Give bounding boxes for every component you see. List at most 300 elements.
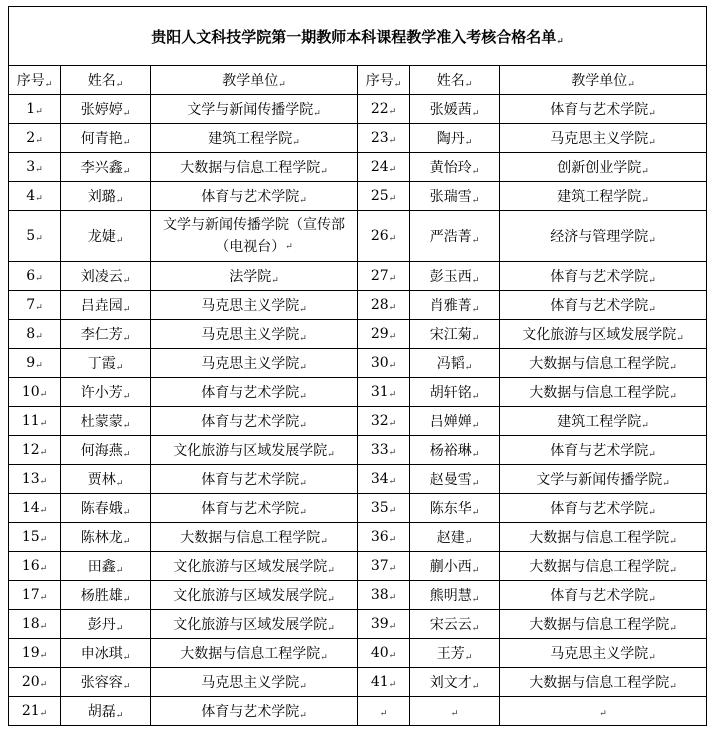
unit-cell-text: 体育与艺术学院	[550, 298, 649, 314]
unit-cell-text: 马克思主义学院	[550, 646, 649, 662]
unit-cell-text: 大数据与信息工程学院	[529, 385, 670, 401]
name-cell	[410, 639, 500, 668]
table-title-cell	[9, 7, 707, 66]
paragraph-mark: ↵	[648, 138, 656, 148]
seq-cell-text: 29	[370, 326, 389, 342]
paragraph-mark: ↵	[35, 165, 43, 175]
unit-cell	[500, 320, 707, 349]
name-cell	[410, 697, 500, 726]
name-cell	[410, 552, 500, 581]
paragraph-mark: ↵	[122, 537, 131, 547]
seq-cell	[358, 378, 410, 407]
paragraph-mark: ↵	[388, 390, 397, 400]
paragraph-mark: ↵	[122, 595, 131, 605]
name-cell	[410, 523, 500, 552]
seq-cell	[358, 436, 410, 465]
seq-cell-text: 37	[370, 558, 389, 574]
name-cell	[61, 211, 151, 262]
unit-cell-text: 文化旅游与区域发展学院	[173, 559, 328, 575]
paragraph-mark: ↵	[35, 303, 43, 313]
name-cell	[61, 349, 151, 378]
paragraph-mark: ↵	[648, 450, 656, 460]
name-cell	[410, 349, 500, 378]
seq-cell-text: 33	[370, 442, 389, 458]
unit-cell	[151, 262, 358, 291]
name-cell-text: 申冰琪	[80, 646, 123, 662]
seq-cell-text: 32	[370, 413, 389, 429]
paragraph-mark: ↵	[39, 622, 48, 632]
paragraph-mark: ↵	[115, 80, 124, 90]
name-cell-text: 陈林龙	[80, 530, 123, 546]
name-cell-text: 熊明慧	[429, 588, 472, 604]
unit-cell	[500, 639, 707, 668]
table-row	[9, 697, 707, 726]
unit-cell	[500, 262, 707, 291]
paragraph-mark: ↵	[388, 234, 397, 244]
name-cell-text: 严浩菁	[429, 229, 472, 245]
header-unit-right	[500, 66, 707, 95]
seq-cell	[358, 610, 410, 639]
paragraph-mark: ↵	[122, 167, 131, 177]
seq-cell	[358, 523, 410, 552]
seq-cell	[358, 291, 410, 320]
unit-cell	[151, 639, 358, 668]
seq-cell	[9, 320, 61, 349]
paragraph-mark: ↵	[627, 80, 635, 90]
paragraph-mark: ↵	[379, 709, 388, 719]
name-cell	[61, 610, 151, 639]
paragraph-mark: ↵	[388, 564, 397, 574]
paragraph-mark: ↵	[471, 196, 480, 206]
seq-cell	[9, 581, 61, 610]
header-seq-label: 序号	[365, 73, 394, 89]
name-cell	[61, 436, 151, 465]
paragraph-mark: ↵	[471, 566, 480, 576]
paragraph-mark: ↵	[471, 392, 480, 402]
paragraph-mark: ↵	[393, 80, 402, 90]
paragraph-mark: ↵	[471, 595, 480, 605]
seq-cell-text: 6	[26, 268, 36, 284]
paragraph-mark: ↵	[39, 390, 48, 400]
paragraph-mark: ↵	[648, 276, 656, 286]
paragraph-mark: ↵	[39, 593, 48, 603]
paragraph-mark: ↵	[299, 711, 307, 721]
paragraph-mark: ↵	[285, 242, 293, 252]
name-cell-text: 赵曼雪	[429, 472, 472, 488]
name-cell-text: 田鑫	[87, 559, 116, 575]
paragraph-mark: ↵	[471, 682, 480, 692]
paragraph-mark: ↵	[39, 477, 48, 487]
seq-cell-text: 3	[26, 159, 36, 175]
seq-cell	[9, 407, 61, 436]
name-cell	[410, 262, 500, 291]
unit-cell	[151, 320, 358, 349]
seq-cell	[9, 610, 61, 639]
seq-cell-text: 2	[26, 130, 36, 146]
name-cell	[61, 465, 151, 494]
name-cell-text: 刘凌云	[80, 269, 123, 285]
paragraph-mark: ↵	[388, 107, 397, 117]
unit-cell-text: 建筑工程学院	[557, 189, 642, 205]
paragraph-mark: ↵	[122, 392, 131, 402]
seq-cell-text: 16	[21, 558, 40, 574]
unit-cell	[500, 182, 707, 211]
seq-cell	[358, 407, 410, 436]
paragraph-mark: ↵	[122, 305, 131, 315]
paragraph-mark: ↵	[641, 167, 649, 177]
paragraph-mark: ↵	[115, 236, 124, 246]
seq-cell-text: 4	[26, 188, 36, 204]
unit-cell	[500, 436, 707, 465]
header-name-label: 姓名	[87, 73, 116, 89]
seq-cell-text: 13	[21, 471, 40, 487]
name-cell	[61, 581, 151, 610]
table-row	[9, 494, 707, 523]
paragraph-mark: ↵	[122, 276, 131, 286]
unit-cell	[500, 668, 707, 697]
paragraph-mark: ↵	[35, 332, 43, 342]
name-cell-text: 肖雅菁	[429, 298, 472, 314]
paragraph-mark: ↵	[669, 682, 677, 692]
paragraph-mark: ↵	[388, 506, 397, 516]
unit-cell	[151, 552, 358, 581]
paragraph-mark: ↵	[388, 303, 397, 313]
unit-cell-text: 体育与艺术学院	[201, 704, 300, 720]
table-row	[9, 124, 707, 153]
seq-cell	[9, 552, 61, 581]
unit-cell-text: 体育与艺术学院	[201, 501, 300, 517]
header-seq-left	[9, 66, 61, 95]
paragraph-mark: ↵	[464, 80, 473, 90]
paragraph-mark: ↵	[471, 109, 480, 119]
document	[8, 6, 706, 726]
paragraph-mark: ↵	[388, 448, 397, 458]
paragraph-mark: ↵	[115, 363, 124, 373]
paragraph-mark: ↵	[35, 136, 43, 146]
paragraph-mark: ↵	[648, 109, 656, 119]
paragraph-mark: ↵	[388, 194, 397, 204]
paragraph-mark: ↵	[115, 624, 124, 634]
seq-cell	[9, 95, 61, 124]
paragraph-mark: ↵	[464, 138, 473, 148]
name-cell	[410, 610, 500, 639]
paragraph-mark: ↵	[471, 479, 480, 489]
unit-cell	[151, 668, 358, 697]
unit-cell-text: 体育与艺术学院	[550, 102, 649, 118]
name-cell	[61, 378, 151, 407]
paragraph-mark: ↵	[471, 167, 480, 177]
header-seq-label: 序号	[16, 73, 45, 89]
name-cell	[410, 465, 500, 494]
seq-cell	[9, 668, 61, 697]
unit-cell	[500, 211, 707, 262]
seq-cell-text: 35	[370, 500, 389, 516]
unit-cell-text: 大数据与信息工程学院	[529, 675, 670, 691]
seq-cell-text: 21	[21, 703, 40, 719]
table-row	[9, 407, 707, 436]
paragraph-mark: ↵	[388, 274, 397, 284]
paragraph-mark: ↵	[122, 138, 131, 148]
unit-cell-text: 大数据与信息工程学院	[529, 356, 670, 372]
table-row	[9, 182, 707, 211]
paragraph-mark: ↵	[39, 506, 48, 516]
name-cell	[410, 320, 500, 349]
unit-cell	[500, 291, 707, 320]
unit-cell	[151, 153, 358, 182]
unit-cell	[151, 610, 358, 639]
seq-cell-text: 28	[370, 297, 389, 313]
name-cell-text: 陶丹	[436, 131, 465, 147]
name-cell	[61, 523, 151, 552]
unit-cell	[151, 465, 358, 494]
name-cell-text: 杨裕琳	[429, 443, 472, 459]
unit-cell-text: 体育与艺术学院	[201, 472, 300, 488]
paragraph-mark: ↵	[388, 680, 397, 690]
paragraph-mark: ↵	[122, 450, 131, 460]
paragraph-mark: ↵	[271, 276, 279, 286]
name-cell-text: 王芳	[436, 646, 465, 662]
name-cell-text: 何海燕	[80, 443, 123, 459]
paragraph-mark: ↵	[327, 595, 335, 605]
paragraph-mark: ↵	[648, 508, 656, 518]
name-cell	[410, 182, 500, 211]
name-cell-text: 彭玉西	[429, 269, 472, 285]
paragraph-mark: ↵	[278, 80, 286, 90]
name-cell-text: 贾林	[87, 472, 116, 488]
seq-cell	[358, 182, 410, 211]
name-cell-text: 杨胜雄	[80, 588, 123, 604]
paragraph-mark: ↵	[35, 194, 43, 204]
unit-cell	[151, 581, 358, 610]
name-cell-text: 胡轩铭	[429, 385, 472, 401]
name-cell	[61, 153, 151, 182]
name-cell	[61, 182, 151, 211]
unit-cell-text: 体育与艺术学院	[550, 269, 649, 285]
unit-cell-text: 大数据与信息工程学院	[180, 646, 321, 662]
paragraph-mark: ↵	[39, 448, 48, 458]
seq-cell	[9, 436, 61, 465]
seq-cell	[358, 465, 410, 494]
unit-cell	[151, 211, 358, 262]
paragraph-mark: ↵	[471, 276, 480, 286]
seq-cell	[358, 95, 410, 124]
paragraph-mark: ↵	[115, 196, 124, 206]
unit-cell	[151, 182, 358, 211]
paragraph-mark: ↵	[388, 535, 397, 545]
table-row	[9, 552, 707, 581]
name-cell	[410, 436, 500, 465]
paragraph-mark: ↵	[641, 196, 649, 206]
name-cell-text: 张容容	[80, 675, 123, 691]
name-cell-text: 胡磊	[87, 704, 116, 720]
name-cell	[61, 95, 151, 124]
paragraph-mark: ↵	[388, 593, 397, 603]
paragraph-mark: ↵	[115, 479, 124, 489]
name-cell-text: 张婷婷	[80, 102, 123, 118]
seq-cell-text: 38	[370, 587, 389, 603]
table-row	[9, 610, 707, 639]
paragraph-mark: ↵	[122, 421, 131, 431]
name-cell-text: 彭丹	[87, 617, 116, 633]
unit-cell	[151, 407, 358, 436]
name-cell	[61, 639, 151, 668]
table-row	[9, 581, 707, 610]
name-cell-text: 杜蒙蒙	[80, 414, 123, 430]
unit-cell	[151, 436, 358, 465]
unit-cell	[500, 494, 707, 523]
unit-cell-text: 法学院	[229, 269, 272, 285]
paragraph-mark: ↵	[39, 680, 48, 690]
unit-cell	[500, 552, 707, 581]
paragraph-mark: ↵	[39, 709, 48, 719]
name-cell	[61, 552, 151, 581]
paragraph-mark: ↵	[320, 537, 328, 547]
unit-cell	[500, 697, 707, 726]
name-cell-text: 何青艳	[80, 131, 123, 147]
paragraph-mark: ↵	[39, 535, 48, 545]
name-cell	[61, 291, 151, 320]
paragraph-mark: ↵	[327, 450, 335, 460]
seq-cell	[358, 320, 410, 349]
paragraph-mark: ↵	[122, 508, 131, 518]
paragraph-mark: ↵	[122, 682, 131, 692]
paragraph-mark: ↵	[35, 234, 43, 244]
unit-cell-text: 体育与艺术学院	[550, 443, 649, 459]
seq-cell-text: 36	[370, 529, 389, 545]
paragraph-mark: ↵	[327, 624, 335, 634]
unit-cell	[151, 124, 358, 153]
unit-cell-text: 经济与管理学院	[550, 229, 649, 245]
unit-cell-text: 文化旅游与区域发展学院	[173, 617, 328, 633]
table-row	[9, 153, 707, 182]
seq-cell	[358, 153, 410, 182]
paragraph-mark: ↵	[471, 334, 480, 344]
seq-cell-text: 27	[370, 268, 389, 284]
header-unit-label: 教学单位	[571, 73, 628, 89]
seq-cell	[358, 581, 410, 610]
seq-cell	[358, 262, 410, 291]
table-row	[9, 465, 707, 494]
qualified-teacher-table	[8, 6, 707, 726]
name-cell-text: 陈春娥	[80, 501, 123, 517]
paragraph-mark: ↵	[648, 305, 656, 315]
unit-cell-text: 马克思主义学院	[201, 298, 300, 314]
name-cell-text: 龙婕	[87, 229, 116, 245]
unit-cell	[500, 153, 707, 182]
name-cell-text: 李兴鑫	[80, 160, 123, 176]
paragraph-mark: ↵	[39, 419, 48, 429]
name-cell-text: 张瑞雪	[429, 189, 472, 205]
name-cell-text: 赵建	[436, 530, 465, 546]
paragraph-mark: ↵	[299, 682, 307, 692]
name-cell	[410, 378, 500, 407]
header-seq-right	[358, 66, 410, 95]
name-cell-text: 丁霞	[87, 356, 116, 372]
seq-cell	[9, 124, 61, 153]
unit-cell-text: 文化旅游与区域发展学院	[173, 443, 328, 459]
paragraph-mark: ↵	[676, 334, 684, 344]
unit-cell-text: 大数据与信息工程学院	[529, 617, 670, 633]
seq-cell-text: 1	[26, 101, 36, 117]
seq-cell-text: 40	[370, 645, 389, 661]
table-row	[9, 262, 707, 291]
name-cell	[410, 95, 500, 124]
seq-cell-text: 15	[21, 529, 40, 545]
unit-cell	[500, 124, 707, 153]
seq-cell-text: 7	[26, 297, 36, 313]
paragraph-mark: ↵	[471, 508, 480, 518]
paragraph-mark: ↵	[299, 334, 307, 344]
unit-cell-text: 马克思主义学院	[201, 327, 300, 343]
paragraph-mark: ↵	[320, 167, 328, 177]
document-title: 贵阳人文科技学院第一期教师本科课程教学准入考核合格名单	[151, 27, 557, 46]
seq-cell	[358, 552, 410, 581]
unit-cell	[151, 291, 358, 320]
paragraph-mark: ↵	[327, 566, 335, 576]
seq-cell-text: 14	[21, 500, 40, 516]
seq-cell-text: 39	[370, 616, 389, 632]
unit-cell-text: 文化旅游与区域发展学院	[173, 588, 328, 604]
seq-cell-text: 12	[21, 442, 40, 458]
unit-cell	[500, 610, 707, 639]
name-cell-text: 黄怡玲	[429, 160, 472, 176]
seq-cell-text: 34	[370, 471, 389, 487]
paragraph-mark: ↵	[320, 653, 328, 663]
paragraph-mark: ↵	[669, 392, 677, 402]
paragraph-mark: ↵	[669, 624, 677, 634]
paragraph-mark: ↵	[388, 165, 397, 175]
seq-cell-text: 11	[21, 413, 40, 429]
name-cell	[410, 668, 500, 697]
paragraph-mark: ↵	[313, 109, 321, 119]
paragraph-mark: ↵	[471, 236, 480, 246]
unit-cell	[500, 95, 707, 124]
seq-cell-text: 20	[21, 674, 40, 690]
seq-cell	[9, 465, 61, 494]
name-cell-text: 许小芳	[80, 385, 123, 401]
paragraph-mark: ↵	[556, 36, 564, 47]
unit-cell	[151, 697, 358, 726]
paragraph-mark: ↵	[292, 138, 300, 148]
paragraph-mark: ↵	[35, 274, 43, 284]
seq-cell-text: 22	[370, 101, 389, 117]
seq-cell	[9, 523, 61, 552]
unit-cell-text: 大数据与信息工程学院	[529, 530, 670, 546]
seq-cell	[358, 494, 410, 523]
unit-cell	[500, 349, 707, 378]
table-row	[9, 291, 707, 320]
unit-cell	[151, 523, 358, 552]
name-cell	[61, 124, 151, 153]
header-name-label: 姓名	[436, 73, 465, 89]
paragraph-mark: ↵	[641, 421, 649, 431]
paragraph-mark: ↵	[299, 421, 307, 431]
name-cell	[61, 407, 151, 436]
name-cell-text: 刘文才	[429, 675, 472, 691]
paragraph-mark: ↵	[669, 566, 677, 576]
paragraph-mark: ↵	[648, 653, 656, 663]
seq-cell-text: 41	[370, 674, 389, 690]
paragraph-mark: ↵	[35, 107, 43, 117]
paragraph-mark: ↵	[464, 537, 473, 547]
name-cell	[61, 697, 151, 726]
paragraph-mark: ↵	[388, 622, 397, 632]
header-unit-label: 教学单位	[222, 73, 279, 89]
paragraph-mark: ↵	[39, 651, 48, 661]
table-row	[9, 211, 707, 262]
header-unit-left	[151, 66, 358, 95]
seq-cell-text: 18	[21, 616, 40, 632]
